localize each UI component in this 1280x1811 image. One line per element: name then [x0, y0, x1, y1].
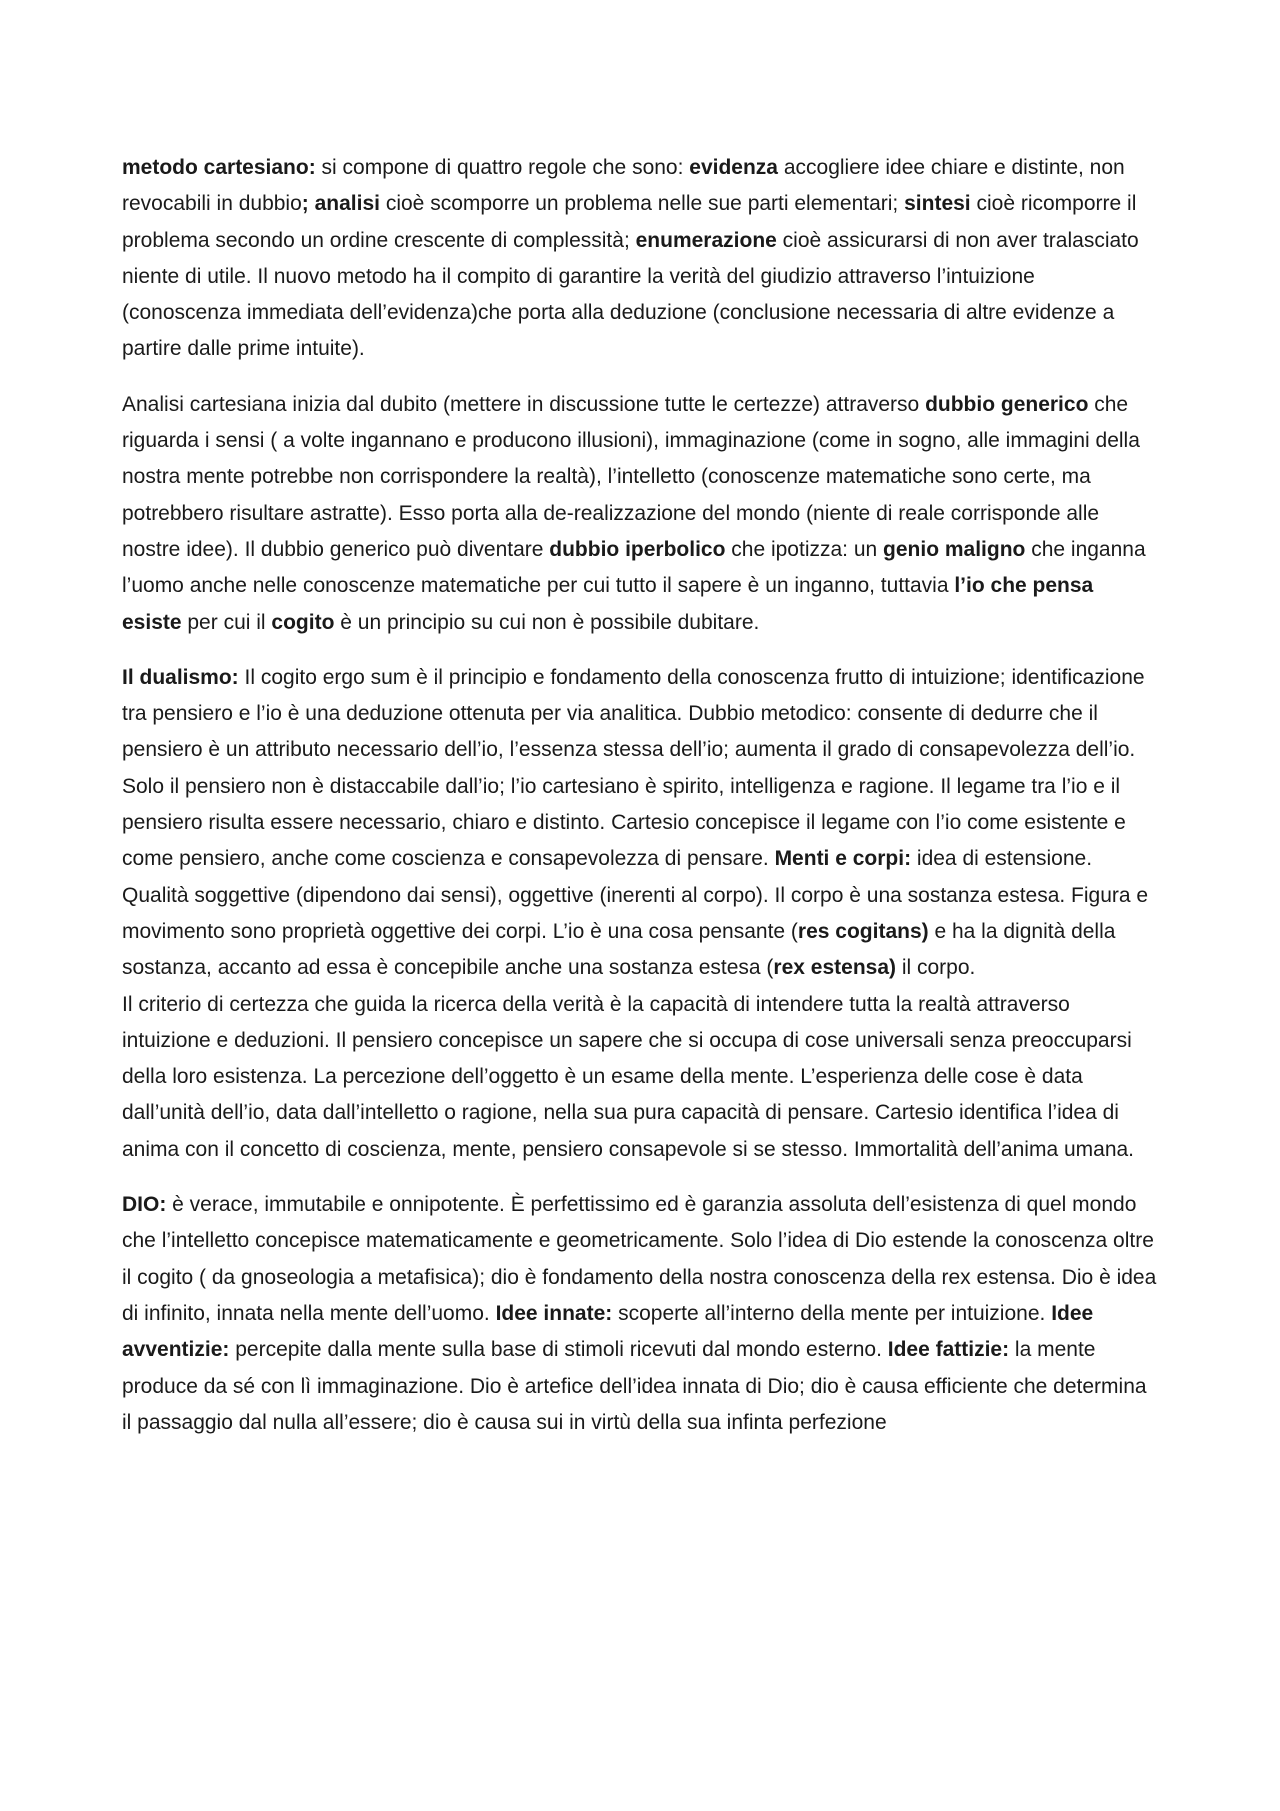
term-res-cogitans: res cogitans): [797, 919, 929, 943]
term-rex-estensa: rex estensa): [773, 956, 896, 980]
term-evidenza: evidenza: [689, 156, 778, 179]
term-idee-fattizie: Idee fattizie:: [887, 1338, 1010, 1362]
term-io-che-pensa: l’io che pensa esiste: [122, 574, 1094, 634]
term-dubbio-iperbolico: dubbio iperbolico: [549, 537, 726, 561]
paragraph-analisi-cartesiana: Analisi cartesiana inizia dal dubito (mettere in discussione tutte le certezze) attraverso dubbio generico che riguarda i sensi ( a volte ingannano e producono illusioni), immaginazione (come in sogno, alle immagini della nostra mente potrebbe non corrispondere la realtà), l’intelletto (conoscenze matematiche sono certe, ma potrebbero risultare astratte). Esso porta alla de-realizzazione del mondo (niente di reale corrisponde alle nostre idee). Il dubbio generico può diventare dubbio iperbolico che ipotizza: un genio maligno che inganna l’uomo anche nelle conoscenze matematiche per cui tutto il sapere è un inganno, tuttavia l’io che pensa esiste per cui il cogito è un principio su cui non è possibile dubitare.: [122, 392, 1146, 634]
paragraph-dio: DIO: è verace, immutabile e onnipotente. È perfettissimo ed è garanzia assoluta dell’esistenza di quel mondo che l’intelletto concepisce matematicamente e geometricamente. Solo l’idea di Dio estende la conoscenza oltre il cogito ( da gnoseologia a metafisica); dio è fondamento della nostra conoscenza della rex estensa. Dio è idea di infinito, innata nella mente dell’uomo. Idee innate: scoperte all’interno della mente per intuizione. Idee avventizie: percepite dalla mente sulla base di stimoli ricevuti dal mondo esterno. Idee fattizie: la mente produce da sé con lì immaginazione. Dio è artefice dell’idea innata di Dio; dio è causa efficiente che determina il passaggio dal nulla all’essere; dio è causa sui in virtù della sua infinta perfezione: [122, 1193, 1157, 1434]
paragraph-metodo-cartesiano: metodo cartesiano: si compone di quattro regole che sono: evidenza accogliere idee chiare e distinte, non revocabili in dubbio; analisi cioè scomporre un problema nelle sue parti elementari; sintesi cioè ricomporre il problema secondo un ordine crescente di complessità; enumerazione cioè assicurarsi di non aver tralasciato niente di utile. Il nuovo metodo ha il compito di garantire la verità del giudizio attraverso l’intuizione (conoscenza immediata dell’evidenza)che porta alla deduzione (conclusione necessaria di altre evidenze a partire dalle prime intuite).: [122, 156, 1139, 361]
term-cogito: cogito: [271, 610, 335, 634]
term-analisi: ; analisi: [301, 192, 380, 216]
term-sintesi: sintesi: [904, 192, 971, 216]
term-dio: DIO:: [122, 1193, 167, 1217]
term-genio-maligno: genio maligno: [883, 537, 1026, 561]
term-dualismo: Il dualismo:: [122, 665, 239, 689]
term-metodo-cartesiano: metodo cartesiano:: [122, 156, 316, 179]
term-idee-innate: Idee innate:: [495, 1301, 613, 1325]
term-dubbio-generico: dubbio generico: [925, 392, 1089, 416]
term-idee-avventizie: Idee avventizie:: [122, 1301, 1094, 1362]
term-menti-e-corpi: Menti e corpi:: [774, 847, 912, 871]
term-enumerazione: enumerazione: [635, 228, 777, 252]
paragraph-dualismo: Il dualismo: Il cogito ergo sum è il principio e fondamento della conoscenza frutto di intuizione; identificazione tra pensiero e l’io è una deduzione ottenuta per via analitica. Dubbio metodico: consente di dedurre che il pensiero è un attributo necessario dell’io, l’essenza stessa dell’io; aumenta il grado di consapevolezza dell’io. Solo il pensiero non è distaccabile dall’io; l’io cartesiano è spirito, intelligenza e ragione. Il legame tra l’io e il pensiero risulta essere necessario, chiaro e distinto. Cartesio concepisce il legame con l’io come esistente e come pensiero, anche come coscienza e consapevolezza di pensare. Menti e corpi: idea di estensione. Qualità soggettive (dipendono dai sensi), oggettive (inerenti al corpo). Il corpo è una sostanza estesa. Figura e movimento sono proprietà oggettive dei corpi. L’io è una cosa pensante (res cogitans) e ha la dignità della sostanza, accanto ad essa è concepibile anche una sostanza estesa (rex estensa) il corpo.: [122, 665, 1149, 980]
paragraph-criterio-certezza: Il criterio di certezza che guida la ricerca della verità è la capacità di intendere tutta la realtà attraverso intuizione e deduzioni. Il pensiero concepisce un sapere che si occupa di cose universali senza preoccuparsi della loro esistenza. La percezione dell’oggetto è un esame della mente. L’esperienza delle cose è data dall’unità dell’io, data dall’intelletto o ragione, nella sua pura capacità di pensare. Cartesio identifica l’idea di anima con il concetto di coscienza, mente, pensiero consapevole si se stesso. Immortalità dell’anima umana.: [122, 992, 1135, 1161]
